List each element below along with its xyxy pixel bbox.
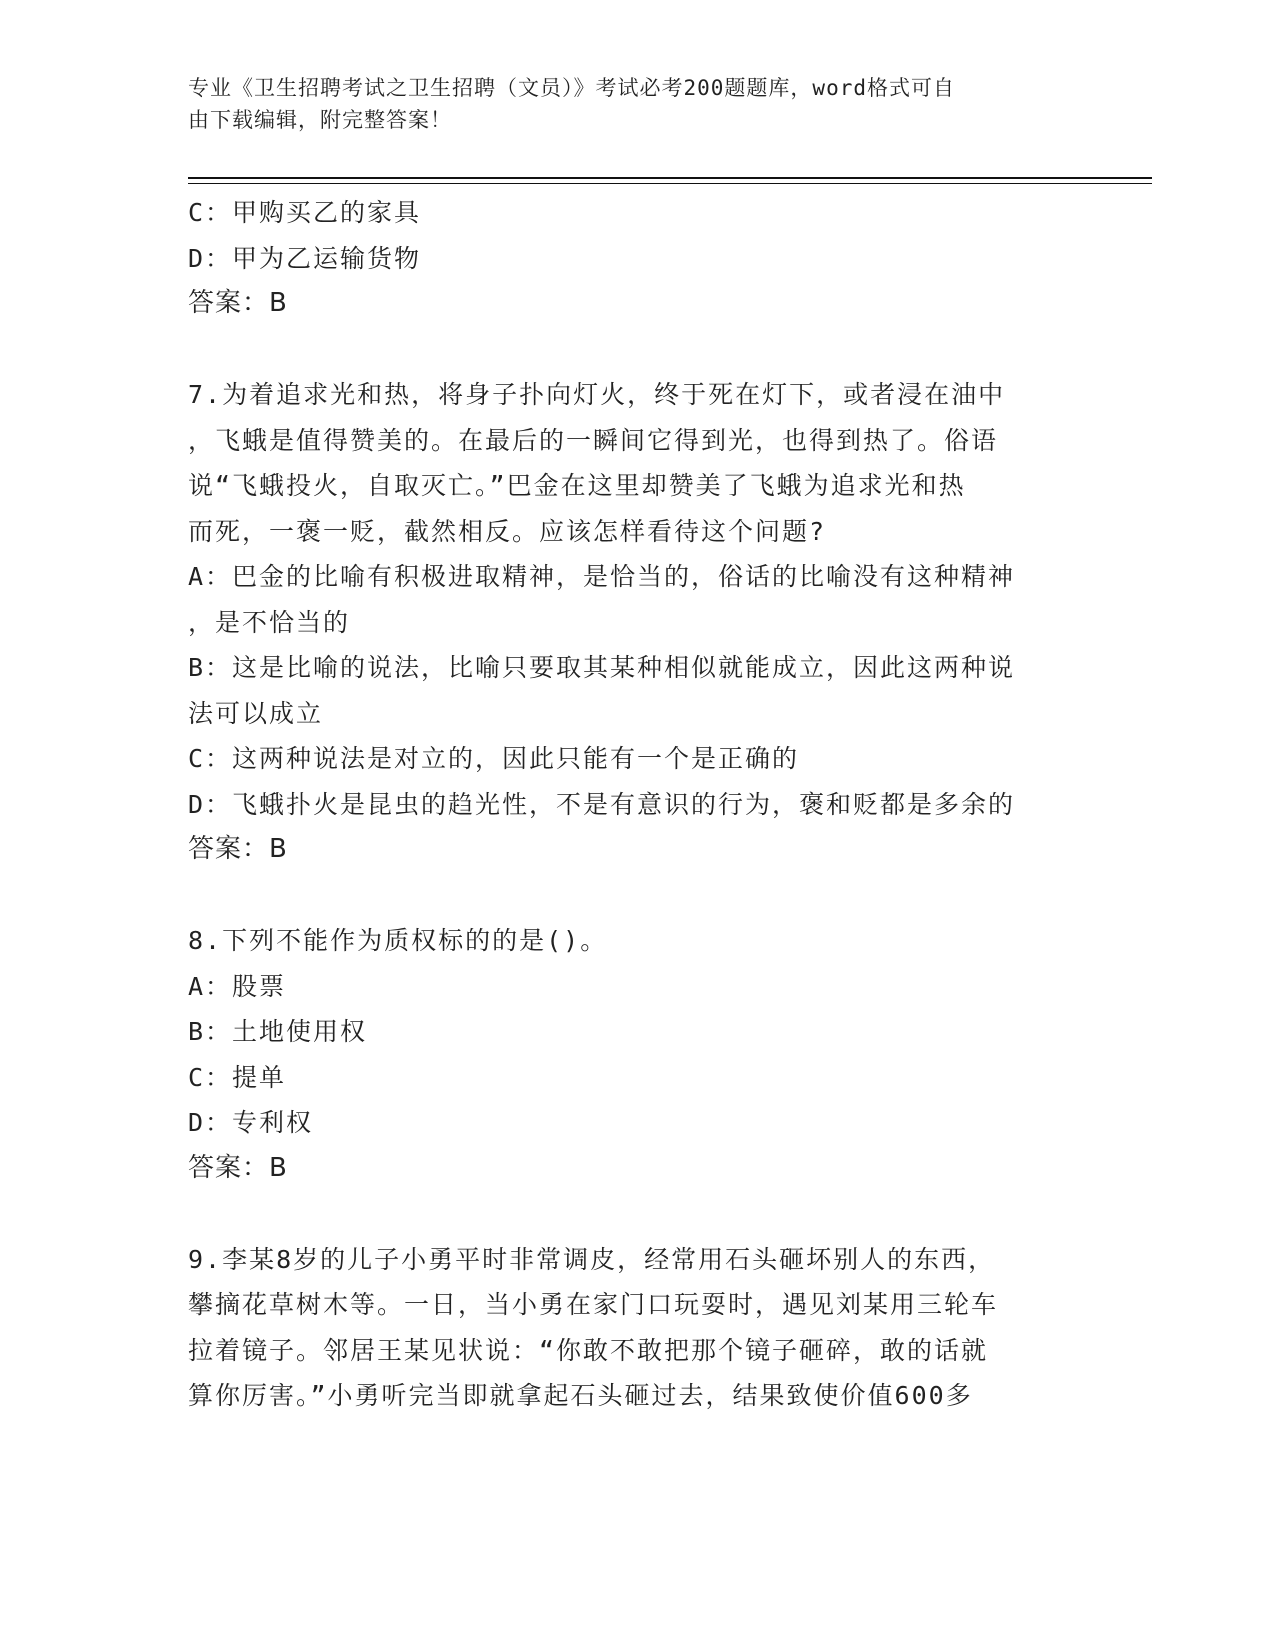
q8-option-c: C：提单 xyxy=(188,1062,287,1092)
q6-option-d: D：甲为乙运输货物 xyxy=(188,243,422,273)
q7-option-a-line: A：巴金的比喻有积极进取精神，是恰当的，俗话的比喻没有这种精神 xyxy=(188,562,1016,591)
q6-answer: 答案：B xyxy=(188,288,288,318)
question-6-tail xyxy=(188,190,1088,327)
q8-option-a: A：股票 xyxy=(188,971,287,1001)
header-divider-thick xyxy=(188,177,1152,179)
document-header xyxy=(188,72,1068,136)
q8-option-d: D：专利权 xyxy=(188,1108,314,1137)
spacer xyxy=(188,1191,1088,1237)
q8-stem: 8.下列不能作为质权标的的是()。 xyxy=(188,926,608,955)
q7-option-d: D：飞蛾扑火是昆虫的趋光性，不是有意识的行为，褒和贬都是多余的 xyxy=(188,789,1016,819)
q7-answer: 答案：B xyxy=(188,834,288,864)
q8-option-b: B：土地使用权 xyxy=(188,1017,368,1046)
header-line-2: 由下载编辑，附完整答案！ xyxy=(188,108,452,132)
q6-option-c: C：甲购买乙的家具 xyxy=(188,198,422,227)
spacer xyxy=(188,327,1088,373)
q9-stem-line: 拉着镜子。邻居王某见状说：“你敢不敢把那个镜子砸碎，敢的话就 xyxy=(188,1335,989,1365)
document-body xyxy=(188,190,1088,1419)
spacer xyxy=(188,873,1088,919)
q9-stem-line: 攀摘花草树木等。一日，当小勇在家门口玩耍时，遇见刘某用三轮车 xyxy=(188,1290,999,1319)
q7-option-b-line: B：这是比喻的说法，比喻只要取其某种相似就能成立，因此这两种说 xyxy=(188,653,1016,682)
q7-option-b-line: 法可以成立 xyxy=(188,698,324,728)
q9-stem-line: 9.李某8岁的儿子小勇平时非常调皮，经常用石头砸坏别人的东西， xyxy=(188,1244,996,1274)
q9-stem-line: 算你厉害。”小勇听完当即就拿起石头砸过去，结果致使价值600多 xyxy=(188,1381,973,1410)
q7-stem-line: 7.为着追求光和热，将身子扑向灯火，终于死在灯下，或者浸在油中 xyxy=(188,380,1006,409)
q7-option-a-line: ，是不恰当的 xyxy=(188,607,351,637)
question-7 xyxy=(188,372,1088,873)
q8-answer: 答案：B xyxy=(188,1152,288,1183)
header-line-1: 专业《卫生招聘考试之卫生招聘（文员）》考试必考200题题库，word格式可自 xyxy=(188,76,955,100)
question-9 xyxy=(188,1237,1088,1419)
q7-stem-line: ，飞蛾是值得赞美的。在最后的一瞬间它得到光，也得到热了。俗语 xyxy=(188,425,999,455)
header-divider-thin xyxy=(188,183,1152,184)
question-8 xyxy=(188,918,1088,1191)
q7-option-c: C：这两种说法是对立的，因此只能有一个是正确的 xyxy=(188,744,800,773)
q7-stem-line: 说“飞蛾投火，自取灭亡。”巴金在这里却赞美了飞蛾为追求光和热 xyxy=(188,471,966,500)
q7-stem-line: 而死，一褒一贬，截然相反。应该怎样看待这个问题? xyxy=(188,516,827,546)
